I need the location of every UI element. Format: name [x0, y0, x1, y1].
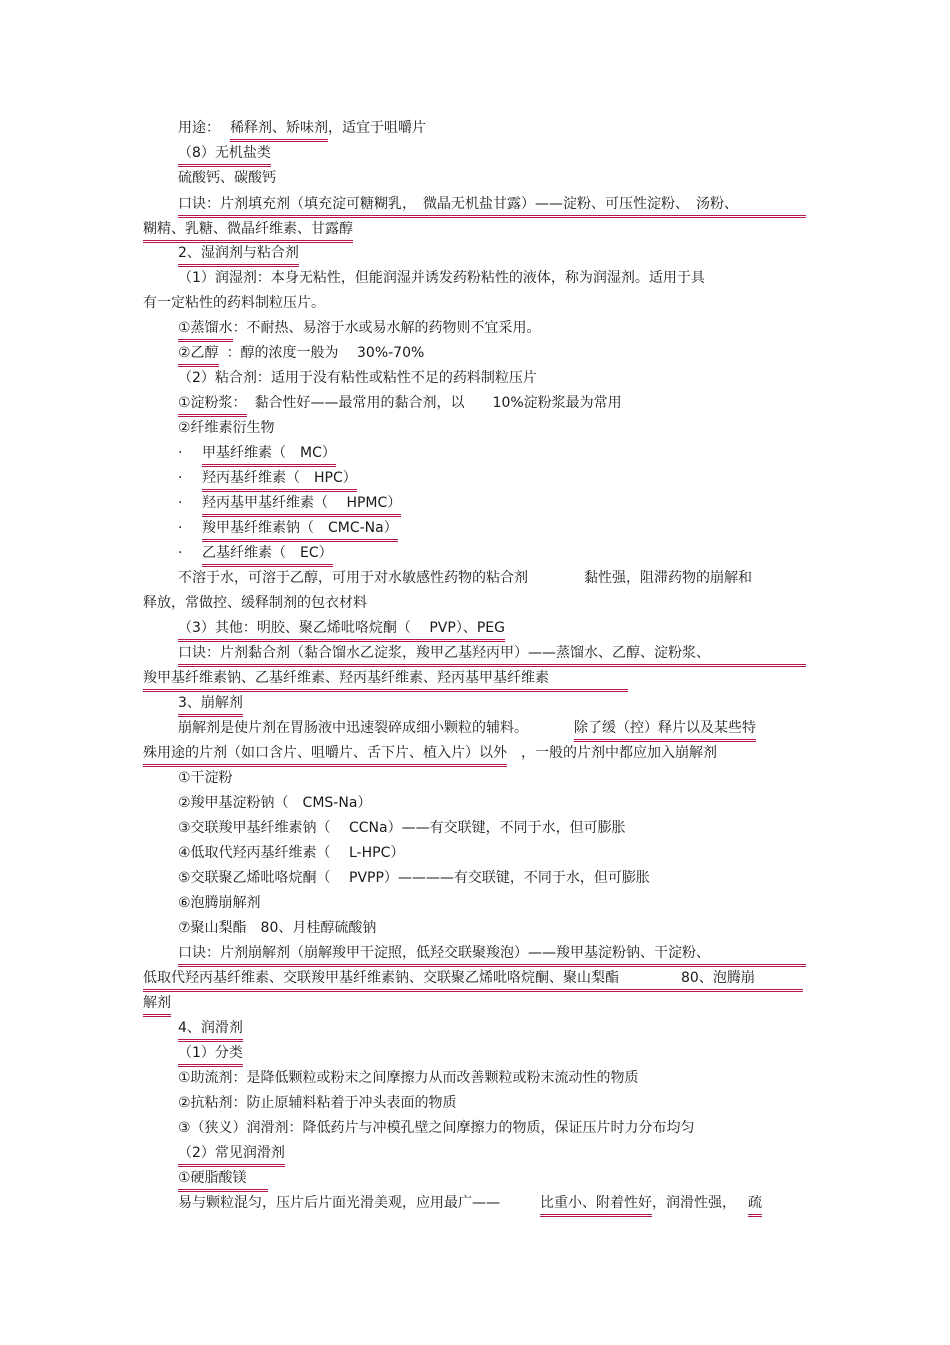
underlined-text: 比重小、附着性好 — [540, 1195, 652, 1211]
heading-common-lubricants — [178, 1143, 285, 1163]
line-cms-na: ②羧甲基淀粉钠（ CMS-Na） — [178, 795, 372, 811]
underlined-term: 羟丙基纤维素（ HPC） — [202, 470, 357, 486]
underlined-heading: （1）分类 — [178, 1045, 243, 1061]
text: ：不耐热、易溶于水或易水解的药物则不宜采用。 — [232, 320, 541, 336]
underline-bar — [178, 964, 806, 967]
line-mnemonic-disintegrant-end — [143, 993, 171, 1013]
list-item-mc — [178, 443, 336, 463]
line-disintegrant-def-cont — [143, 743, 717, 763]
underlined-heading: 2、湿润剂与粘合剂 — [178, 245, 299, 261]
underlined-heading: 4、润滑剂 — [178, 1020, 243, 1036]
underlined-heading: 3、崩解剂 — [178, 695, 243, 711]
line-salts: 硫酸钙、碳酸钙 — [178, 170, 276, 186]
line-ec-desc — [178, 568, 752, 588]
underlined-term: ②乙醇 — [178, 345, 219, 361]
heading-inorganic-salts — [178, 143, 271, 163]
line-mnemonic-binder: 口诀：片剂黏合剂（黏合馏水乙淀浆，羧甲乙基羟丙甲）——蒸馏水、乙醇、淀粉浆、 — [178, 645, 710, 661]
line-binder-def: （2）粘合剂：适用于没有粘性或粘性不足的药料制粒压片 — [178, 370, 537, 386]
underlined-text: 糊精、乳糖、微晶纤维素、甘露醇 — [143, 221, 353, 237]
text: 黏性强，阻滞药物的崩解和 — [584, 570, 752, 586]
underlined-term: 羟丙基甲基纤维素（ HPMC） — [202, 495, 402, 511]
line-disintegrant-def — [178, 718, 756, 738]
underlined-text: 解剂 — [143, 995, 171, 1011]
underlined-term: 稀释剂、矫味剂 — [230, 120, 328, 136]
text: 崩解剂是使片剂在胃肠液中迅速裂碎成细小颗粒的辅料。 — [178, 720, 528, 736]
line-distilled-water — [178, 318, 541, 338]
line-ccna: ③交联羧甲基纤维素钠（ CCNa）——有交联键，不同于水，但可膨胀 — [178, 820, 626, 836]
line-other-binders — [178, 618, 505, 638]
line-ec-desc-cont: 释放，常做控、缓释制剂的包衣材料 — [143, 595, 367, 611]
line-ethanol — [178, 343, 424, 363]
underlined-term: 甲基纤维素（ MC） — [202, 445, 336, 461]
text: ，润滑性强， — [652, 1195, 736, 1211]
line-magnesium-stearate — [178, 1168, 268, 1188]
list-item-ec — [178, 543, 333, 563]
heading-lubricants — [178, 1018, 243, 1038]
line-mg-stearate-desc — [178, 1193, 762, 1213]
line-starch-paste — [178, 393, 622, 413]
heading-wetting-binding — [178, 243, 299, 263]
text: 80、泡腾崩 — [681, 970, 755, 986]
underlined-term: ①蒸馏水 — [178, 320, 233, 336]
underlined-heading: （8）无机盐类 — [178, 145, 271, 161]
line-mnemonic-disintegrant-cont — [143, 968, 755, 988]
list-item-cmc-na — [178, 518, 398, 538]
line-mnemonic-disintegrant: 口诀：片剂崩解剂（崩解羧甲干淀照，低羟交联聚羧泡）——羧甲基淀粉钠、干淀粉、 — [178, 945, 710, 961]
line-dry-starch: ①干淀粉 — [178, 770, 233, 786]
line-glidant: ①助流剂：是降低颗粒或粉末之间摩擦力从而改善颗粒或粉末流动性的物质 — [178, 1070, 639, 1086]
underlined-term: ①淀粉浆： — [178, 395, 247, 411]
underlined-term: 羧甲基纤维素钠（ CMC-Na） — [202, 520, 398, 536]
line-cellulose-derivatives: ②纤维素衍生物 — [178, 420, 275, 436]
text: ，一般的片剂中都应加入崩解剂 — [521, 745, 717, 761]
line-wetting-def-cont: 有一定粘性的药料制粒压片。 — [143, 295, 325, 311]
line-l-hpc: ④低取代羟丙基纤维素（ L-HPC） — [178, 845, 405, 861]
line-effervescent: ⑥泡腾崩解剂 — [178, 895, 261, 911]
bullet: · — [178, 520, 183, 536]
bullet: · — [178, 470, 183, 486]
underlined-heading: （2）常见润滑剂 — [178, 1145, 285, 1161]
line-wetting-def: （1）润湿剂：本身无粘性，但能润湿并诱发药粉粘性的液体，称为润湿剂。适用于具 — [178, 270, 705, 286]
underline-bar — [178, 215, 806, 218]
bullet: · — [178, 495, 183, 511]
line-antiadherent: ②抗粘剂：防止原辅料粘着于冲头表面的物质 — [178, 1095, 457, 1111]
line-mnemonic-binder-cont — [143, 668, 628, 688]
underlined-term: ①硬脂酸镁 — [178, 1168, 268, 1188]
line-pvpp: ⑤交联聚乙烯吡咯烷酮（ PVPP）————有交联键，不同于水，但可膨胀 — [178, 870, 650, 886]
underlined-text: 疏 — [748, 1195, 762, 1211]
heading-disintegrants — [178, 693, 243, 713]
underline-bar — [178, 664, 806, 667]
list-item-hpc — [178, 468, 357, 488]
line-lubricant-narrow: ③（狭义）润滑剂：降低药片与冲模孔壁之间摩擦力的物质，保证压片时力分布均匀 — [178, 1120, 695, 1136]
line-mnemonic-filler-cont — [143, 219, 353, 239]
list-item-hpmc — [178, 493, 401, 513]
text: 易与颗粒混匀，压片后片面光滑美观，应用最广—— — [178, 1195, 500, 1211]
text: ，适宜于咀嚼片 — [328, 120, 426, 136]
underlined-term: 乙基纤维素（ EC） — [202, 545, 333, 561]
underlined-text: 殊用途的片剂（如口含片、咀嚼片、舌下片、植入片）以外 — [143, 745, 507, 761]
text: 低取代羟丙基纤维素、交联羧甲基纤维素钠、交联聚乙烯吡咯烷酮、聚山梨酯 — [143, 970, 619, 986]
underlined-text: 除了缓（控）释片以及某些特 — [574, 720, 756, 736]
underlined-text: 羧甲基纤维素钠、乙基纤维素、羟丙基纤维素、羟丙基甲基纤维素 — [143, 668, 628, 688]
text: ：醇的浓度一般为 30%-70% — [226, 345, 425, 361]
text: 不溶于水，可溶于乙醇，可用于对水敏感性药物的粘合剂 — [178, 570, 528, 586]
bullet: · — [178, 445, 183, 461]
line-polysorbate: ⑦聚山梨酯 80、月桂醇硫酸钠 — [178, 920, 377, 936]
underline-bar — [143, 989, 803, 992]
line-mnemonic-filler: 口诀：片剂填充剂（填充淀可糖糊乳， 微晶无机盐甘露）——淀粉、可压性淀粉、 汤粉、 — [178, 196, 738, 212]
text: 用途： — [178, 120, 220, 136]
text: 黏合性好——最常用的黏合剂，以 10%淀粉浆最为常用 — [254, 395, 622, 411]
underlined-text: （3）其他：明胶、聚乙烯吡咯烷酮（ PVP）、PEG — [178, 620, 505, 636]
line-usage — [178, 118, 426, 138]
bullet: · — [178, 545, 183, 561]
heading-classification — [178, 1043, 243, 1063]
